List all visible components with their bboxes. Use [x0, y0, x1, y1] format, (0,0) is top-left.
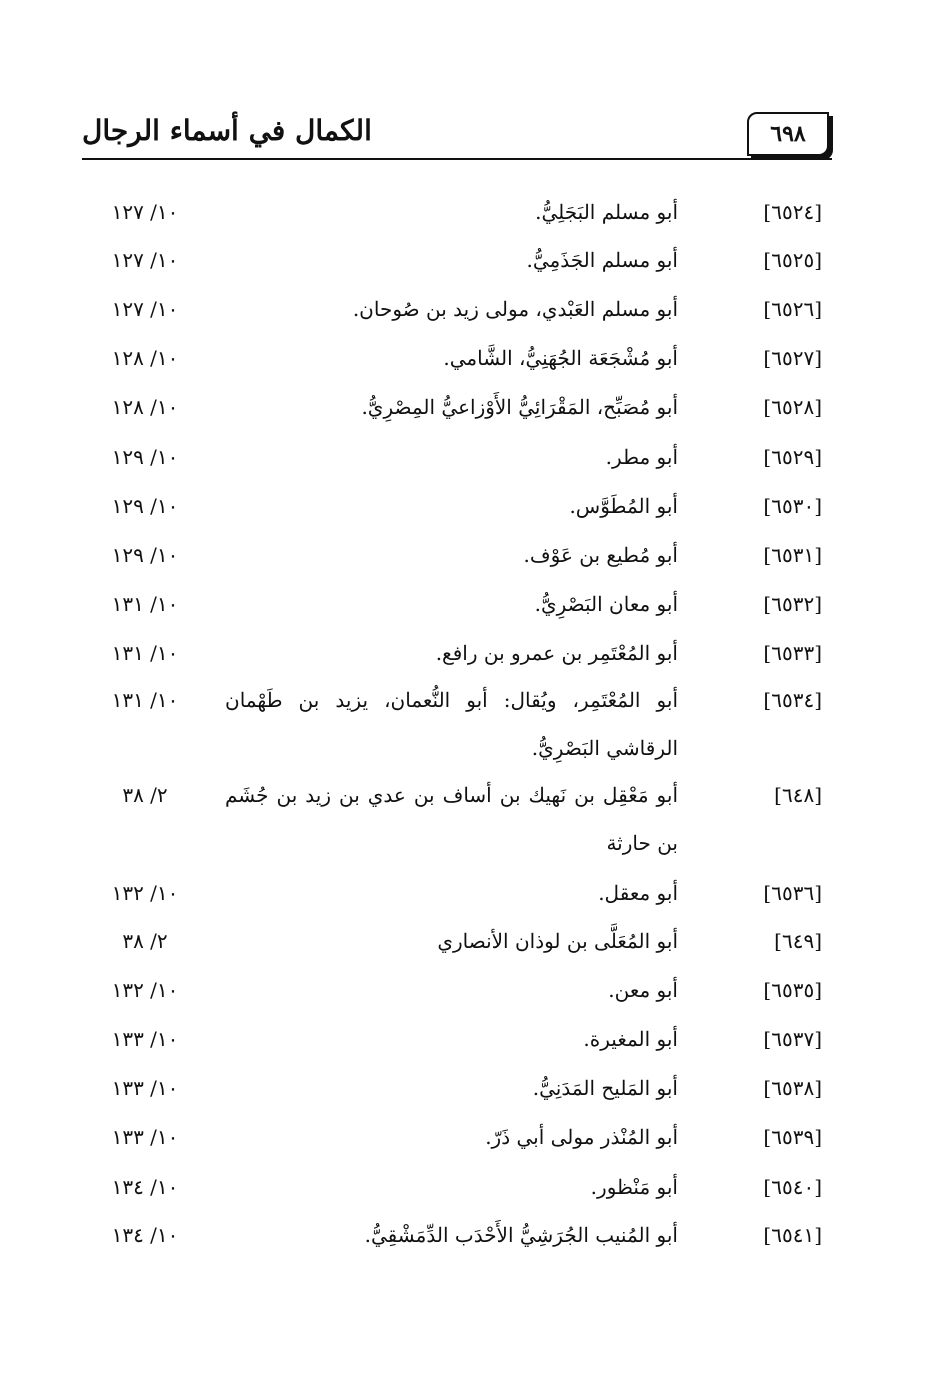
entry-row	[0, 338, 950, 378]
entry-reference: ١٠/ ١٢٨	[111, 346, 179, 370]
entry-reference: ١٠/ ١٣٣	[111, 1027, 179, 1051]
entry-name: أبو المُنْذر مولى أبي ذَرّ.	[485, 1125, 678, 1149]
entry-number: [٦٥٢٩]	[763, 445, 822, 469]
entry-reference: ١٠/ ١٣٢	[111, 978, 179, 1002]
entry-row	[0, 584, 950, 624]
entry-row	[0, 775, 950, 815]
entry-reference: ١٠/ ١٣١	[111, 641, 179, 665]
entry-name: أبو المُعْتَمِر، ويُقال: أبو النُّعمان، يزيد بن طَهْمان	[225, 688, 678, 712]
page-number: ٦٩٨	[747, 112, 829, 156]
entry-number: [٦٥٣٧]	[763, 1027, 822, 1051]
entry-number: [٦٥٢٨]	[763, 395, 822, 419]
entry-row	[0, 1167, 950, 1207]
entry-row	[0, 1068, 950, 1108]
entry-row	[0, 921, 950, 961]
entry-number: [٦٥٣٥]	[763, 978, 822, 1002]
entry-row	[0, 1019, 950, 1059]
entry-reference: ١٠/ ١٢٧	[111, 297, 179, 321]
entry-name: أبو معقل.	[598, 881, 678, 905]
entry-name: أبو المُنيب الجُرَشِيُّ الأَحْدَب الدِّمَشْقِيُّ.	[364, 1223, 678, 1247]
entry-number: [٦٥٣٨]	[763, 1076, 822, 1100]
entry-number: [٦٥٣٠]	[763, 494, 822, 518]
entry-number: [٦٥٣٢]	[763, 592, 822, 616]
entry-number: [٦٥٣٩]	[763, 1125, 822, 1149]
entry-number: [٦٥٣٣]	[763, 641, 822, 665]
entry-reference: ١٠/ ١٣٢	[111, 881, 179, 905]
entry-name: أبو مطر.	[605, 445, 678, 469]
entry-row	[0, 873, 950, 913]
entry-reference: ١٠/ ١٢٧	[111, 200, 179, 224]
entry-row	[0, 633, 950, 673]
entry-name: أبو مَعْقِل بن نَهيك بن أساف بن عدي بن زيد بن جُشَم	[225, 783, 678, 807]
entry-name-continuation: الرقاشي البَصْرِيُّ.	[531, 736, 678, 760]
running-title: الكمال في أسماء الرجال	[82, 114, 372, 147]
entry-number: [٦٤٨]	[774, 783, 822, 807]
entry-row	[0, 437, 950, 477]
entry-reference: ١٠/ ١٣١	[111, 592, 179, 616]
entry-continuation-row	[0, 823, 950, 863]
entry-row	[0, 387, 950, 427]
entry-number: [٦٥٣١]	[763, 543, 822, 567]
entry-reference: ١٠/ ١٢٧	[111, 248, 179, 272]
entry-name: أبو معن.	[608, 978, 678, 1002]
entry-name: أبو المُعْتَمِر بن عمرو بن رافع.	[435, 641, 678, 665]
entry-name-continuation: بن حارثة	[606, 831, 678, 855]
entry-reference: ١٠/ ١٣٤	[111, 1175, 179, 1199]
entry-reference: ٢/ ٣٨	[122, 783, 168, 807]
header-rule	[82, 158, 832, 160]
entry-reference: ١٠/ ١٣٤	[111, 1223, 179, 1247]
entry-row	[0, 1215, 950, 1255]
entry-reference: ١٠/ ١٢٩	[111, 494, 179, 518]
entry-reference: ١٠/ ١٣٣	[111, 1125, 179, 1149]
entry-row	[0, 486, 950, 526]
entry-number: [٦٥٤١]	[763, 1223, 822, 1247]
entry-name: أبو مُصَبِّح، المَقْرَائِيُّ الأَوْزاعيُّ المِصْرِيُّ.	[361, 395, 678, 419]
entry-reference: ١٠/ ١٢٩	[111, 543, 179, 567]
entry-reference: ٢/ ٣٨	[122, 929, 168, 953]
entry-name: أبو مُشْجَعَة الجُهَنِيُّ، الشَّامي.	[443, 346, 678, 370]
entry-row	[0, 240, 950, 280]
entry-number: [٦٥٤٠]	[763, 1175, 822, 1199]
entry-reference: ١٠/ ١٣١	[111, 688, 179, 712]
entry-name: أبو مسلم العَبْدي، مولى زيد بن صُوحان.	[352, 297, 678, 321]
entry-reference: ١٠/ ١٢٨	[111, 395, 179, 419]
entry-name: أبو مُطيع بن عَوْف.	[523, 543, 678, 567]
entry-number: [٦٥٣٤]	[763, 688, 822, 712]
entry-row	[0, 1117, 950, 1157]
entry-name: أبو المَليح المَدَنِيُّ.	[532, 1076, 678, 1100]
entry-row	[0, 192, 950, 232]
entry-name: أبو مَنْظور.	[590, 1175, 678, 1199]
entry-reference: ١٠/ ١٣٣	[111, 1076, 179, 1100]
entry-number: [٦٥٢٦]	[763, 297, 822, 321]
entry-name: أبو مسلم الجَذَمِيُّ.	[526, 248, 678, 272]
entry-number: [٦٤٩]	[774, 929, 822, 953]
entry-number: [٦٥٢٤]	[763, 200, 822, 224]
entry-name: أبو المُطَوَّس.	[569, 494, 678, 518]
entry-row	[0, 970, 950, 1010]
entry-row	[0, 680, 950, 720]
entry-row	[0, 535, 950, 575]
entry-number: [٦٥٢٥]	[763, 248, 822, 272]
entry-continuation-row	[0, 728, 950, 768]
entry-number: [٦٥٣٦]	[763, 881, 822, 905]
entry-name: أبو مسلم البَجَلِيُّ.	[535, 200, 678, 224]
entry-name: أبو معان البَصْرِيُّ.	[534, 592, 678, 616]
entry-name: أبو المغيرة.	[583, 1027, 678, 1051]
entry-name: أبو المُعَلَّى بن لوذان الأنصاري	[437, 929, 678, 953]
entry-number: [٦٥٢٧]	[763, 346, 822, 370]
entry-reference: ١٠/ ١٢٩	[111, 445, 179, 469]
entry-row	[0, 289, 950, 329]
